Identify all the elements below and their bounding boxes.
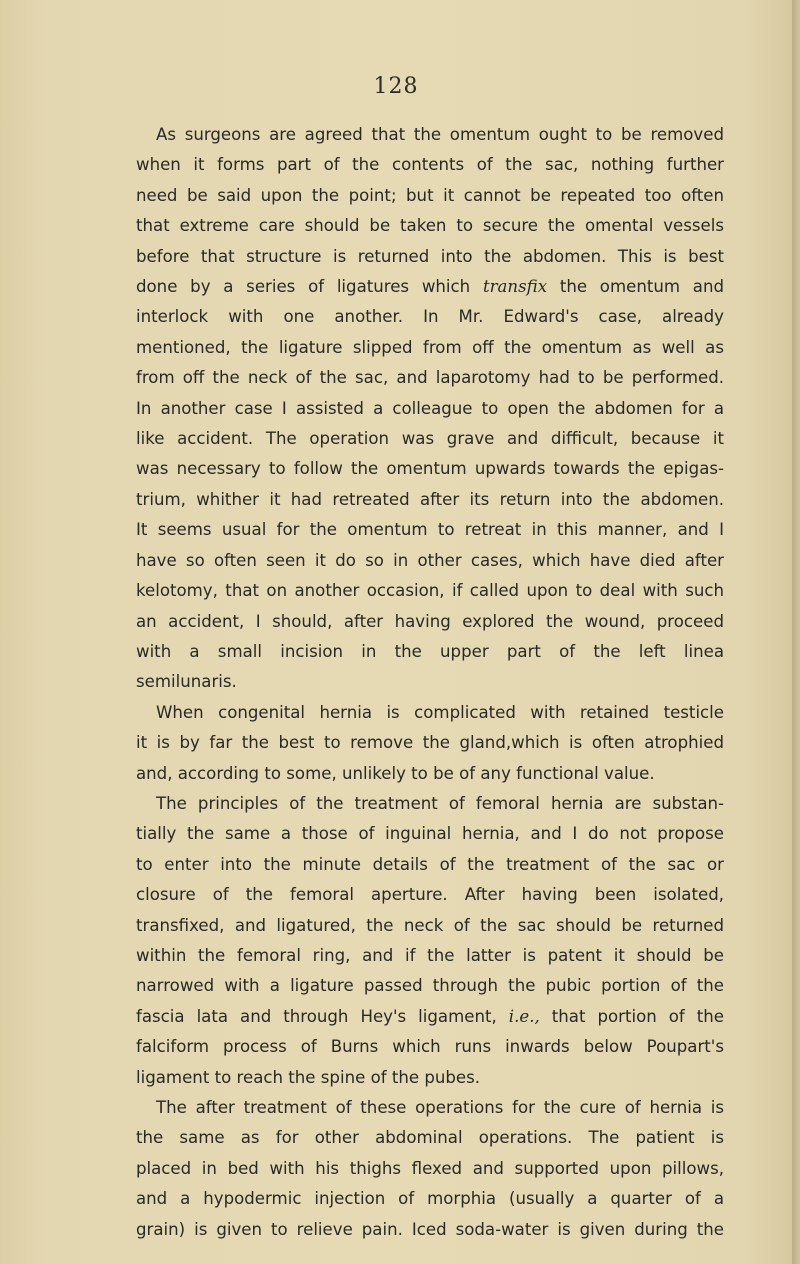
text-line: fascia lata and through Hey's ligament, i.e., that portion of the (136, 1006, 724, 1026)
text-line: closure of the femoral aperture. After having been isolated, (136, 885, 724, 905)
text-line: that extreme care should be taken to secure the omental vessels (136, 216, 724, 236)
text-line: within the femoral ring, and if the latter is patent it should be (136, 945, 724, 965)
text-line: before that structure is returned into the abdomen. This is best (136, 246, 724, 266)
text-line: falciform process of Burns which runs inwards below Poupart's (136, 1037, 724, 1057)
text-line: The principles of the treatment of femoral hernia are substan- (156, 793, 724, 813)
text-line: placed in bed with his thighs flexed and supported upon pillows, (136, 1158, 724, 1178)
text-line: to enter into the minute details of the treatment of the sac or (136, 854, 724, 874)
text-line: As surgeons are agreed that the omentum ought to be removed (156, 125, 724, 144)
text-line: trium, whither it had retreated after its return into the abdomen. (136, 489, 724, 509)
text-line: from off the neck of the sac, and laparotomy had to be performed. (136, 368, 724, 388)
text-line: when it forms part of the contents of the sac, nothing further (136, 155, 724, 175)
text-line: and a hypodermic injection of morphia (usually a quarter of a (136, 1189, 724, 1209)
text-line: an accident, I should, after having explored the wound, proceed (136, 611, 724, 631)
text-line: narrowed with a ligature passed through the pubic portion of the (136, 976, 724, 996)
text-line: tially the same a those of inguinal hernia, and I do not propose (136, 824, 724, 844)
text-line: it is by far the best to remove the gland,which is often atrophied (136, 733, 724, 753)
text-line: The after treatment of these operations for the cure of hernia is (156, 1098, 724, 1117)
text-line: grain) is given to relieve pain. Iced soda-water is given during the (136, 1219, 724, 1239)
text-line: interlock with one another. In Mr. Edward's case, already (136, 307, 724, 327)
page-edge (792, 0, 800, 1264)
text-line: In another case I assisted a colleague to open the abdomen for a (136, 398, 724, 418)
emphasis: transfix (482, 277, 548, 297)
body-text (136, 120, 724, 1245)
text-line: It seems usual for the omentum to retreat in this manner, and I (136, 520, 724, 540)
page-number: 128 (373, 74, 419, 99)
text-line: need be said upon the point; but it cannot be repeated too often (136, 185, 724, 205)
text-line: semilunaris. (136, 672, 237, 692)
text-line: was necessary to follow the omentum upwards towards the epigas- (136, 459, 724, 479)
text-line: ligament to reach the spine of the pubes. (136, 1067, 481, 1087)
text-line: the same as for other abdominal operations. The patient is (136, 1128, 724, 1148)
text-line: done by a series of ligatures which transfix the omentum and (136, 277, 724, 297)
text-line: have so often seen it do so in other cases, which have died after (136, 550, 724, 570)
text-line: When congenital hernia is complicated with retained testicle (156, 702, 724, 722)
text-line: transfixed, and ligatured, the neck of the sac should be returned (136, 915, 724, 935)
text-line: and, according to some, unlikely to be of any functional value. (136, 763, 655, 783)
text-line: like accident. The operation was grave and difficult, because it (136, 429, 724, 449)
text-line: kelotomy, that on another occasion, if called upon to deal with such (136, 581, 724, 601)
text-line: with a small incision in the upper part of the left linea (136, 641, 724, 661)
text-line: mentioned, the ligature slipped from off the omentum as well as (136, 337, 724, 357)
emphasis: i.e., (508, 1006, 540, 1026)
